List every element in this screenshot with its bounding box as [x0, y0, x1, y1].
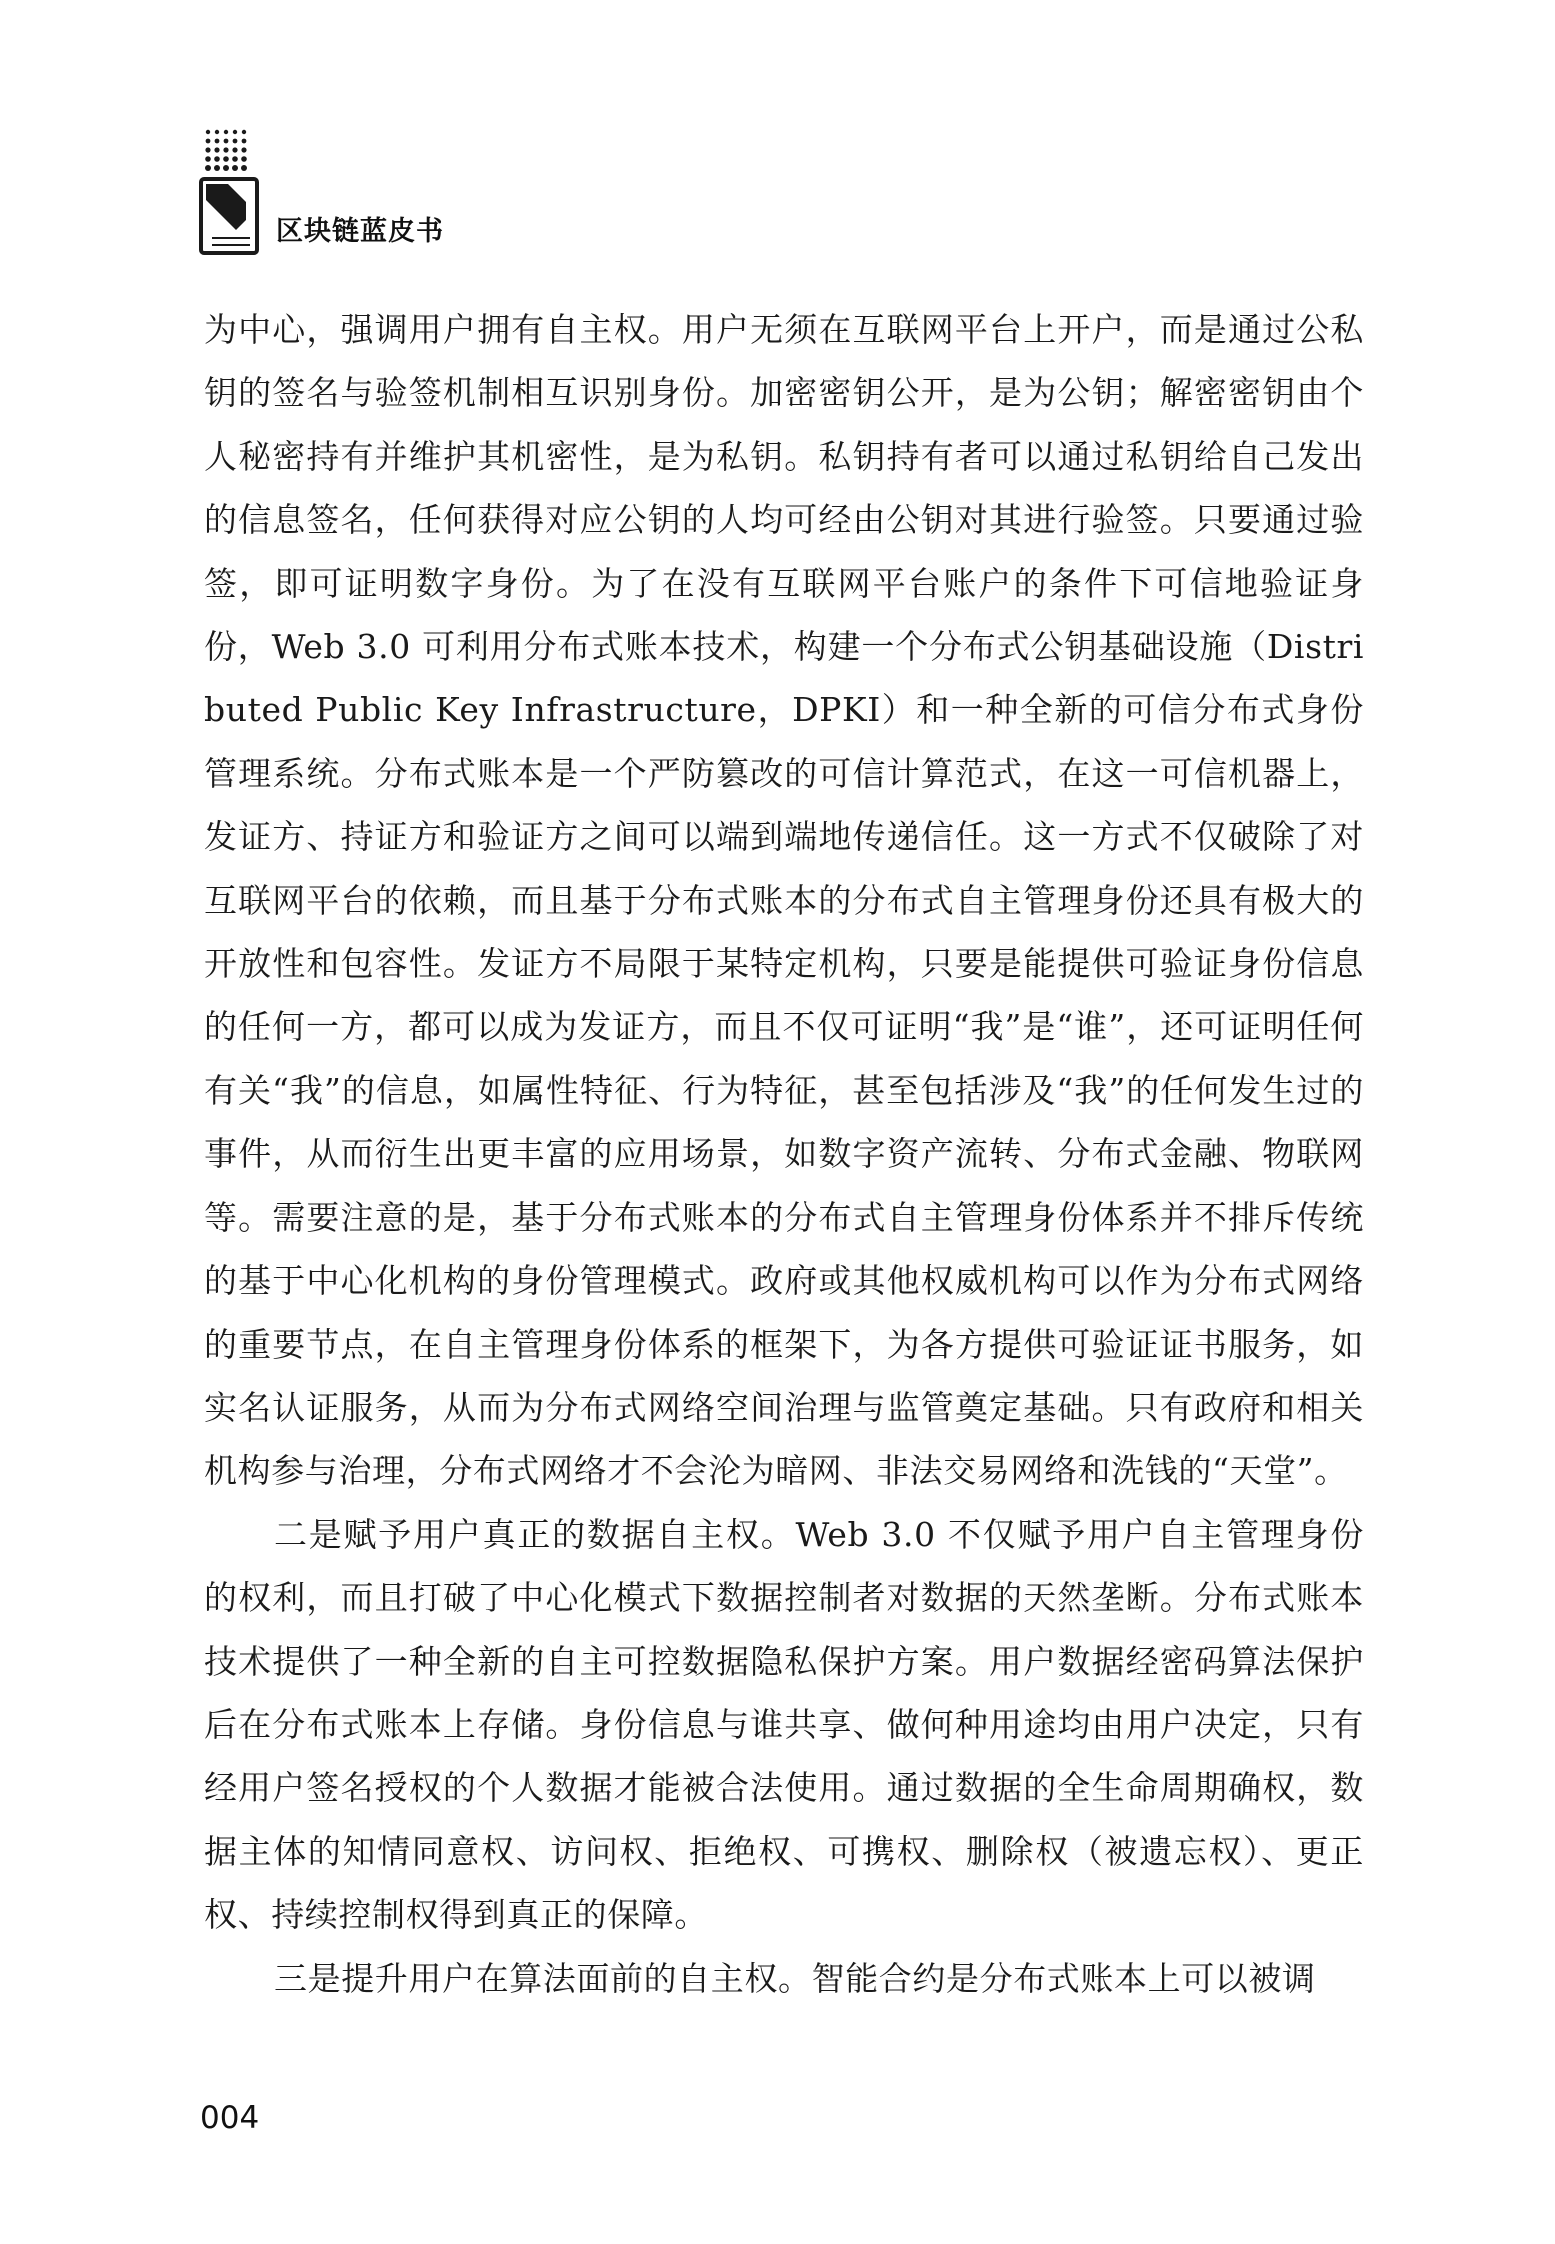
dot-grid-ornament: [204, 128, 258, 176]
book-icon: [198, 176, 262, 258]
series-title: 区块链蓝皮书: [276, 216, 444, 247]
running-header: [198, 128, 618, 268]
paragraph: 为中心，强调用户拥有自主权。用户无须在互联网平台上开户，而是通过公私钥的签名与验签机制相互识别身份。加密密钥公开，是为公钥；解密密钥由个人秘密持有并维护其机密性，是为私钥。私钥持有者可以通过私钥给自己发出的信息签名，任何获得对应公钥的人均可经由公钥对其进行验签。只要通过验签，即可证明数字身份。为了在没有互联网平台账户的条件下可信地验证身份，Web 3.0 可利用分布式账本技术，构建一个分布式公钥基础设施（Distributed Public Key Infrastructure，DPKI）和一种全新的可信分布式身份管理系统。分布式账本是一个严防篡改的可信计算范式，在这一可信机器上，发证方、持证方和验证方之间可以端到端地传递信任。这一方式不仅破除了对互联网平台的依赖，而且基于分布式账本的分布式自主管理身份还具有极大的开放性和包容性。发证方不局限于某特定机构，只要是能提供可验证身份信息的任何一方，都可以成为发证方，而且不仅可证明“我”是“谁”，还可证明任何有关“我”的信息，如属性特征、行为特征，甚至包括涉及“我”的任何发生过的事件，从而衍生出更丰富的应用场景，如数字资产流转、分布式金融、物联网等。需要注意的是，基于分布式账本的分布式自主管理身份体系并不排斥传统的基于中心化机构的身份管理模式。政府或其他权威机构可以作为分布式网络的重要节点，在自主管理身份体系的框架下，为各方提供可验证证书服务，如实名认证服务，从而为分布式网络空间治理与监管奠定基础。只有政府和相关机构参与治理，分布式网络才不会沦为暗网、非法交易网络和洗钱的“天堂”。: [204, 310, 1364, 1491]
body-text: [204, 298, 1364, 2010]
paragraph: 三是提升用户在算法面前的自主权。智能合约是分布式账本上可以被调: [274, 1958, 1316, 1998]
page-number: 004: [200, 2100, 260, 2136]
paragraph: 二是赋予用户真正的数据自主权。Web 3.0 不仅赋予用户自主管理身份的权利，而且打破了中心化模式下数据控制者对数据的天然垄断。分布式账本技术提供了一种全新的自主可控数据隐私保护方案。用户数据经密码算法保护后在分布式账本上存储。身份信息与谁共享、做何种用途均由用户决定，只有经用户签名授权的个人数据才能被合法使用。通过数据的全生命周期确权，数据主体的知情同意权、访问权、拒绝权、可携权、删除权（被遗忘权）、更正权、持续控制权得到真正的保障。: [204, 1514, 1364, 1935]
